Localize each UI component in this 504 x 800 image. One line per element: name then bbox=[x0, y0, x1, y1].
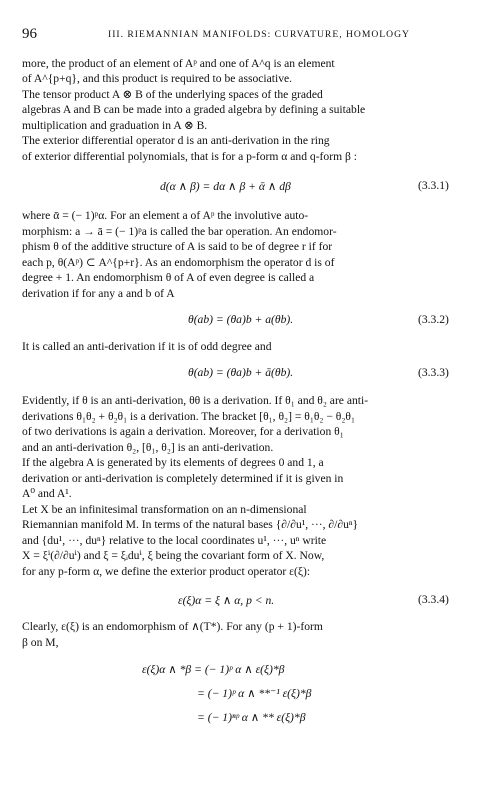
text-line: and an anti-derivation θ₂, [θ₁, θ₂] is an anti-derivation. bbox=[22, 441, 274, 454]
text-line: of A^{p+q}, and this product is required to be associative. bbox=[22, 72, 293, 85]
text-line: Evidently, if θ is an anti-derivation, θθ is a derivation. If θ₁ and θ₂ are anti- bbox=[22, 394, 369, 407]
derivation-line-2: = (− 1)ᵖ α ∧ **⁻¹ ε(ξ)*β bbox=[197, 687, 312, 700]
text-line: The exterior differential operator d is an anti-derivation in the ring bbox=[22, 134, 330, 147]
text-line: of two derivations is again a derivation. Moreover, for a derivation θ₁ bbox=[22, 425, 344, 438]
text-line: β on M, bbox=[22, 636, 59, 649]
text-line: where ᾱ = (− 1)ᵖα. For an element a of Aᵖ the involutive auto- bbox=[22, 209, 309, 222]
text-line: degree + 1. An endomorphism θ of A of even degree is called a bbox=[22, 271, 315, 284]
text-line: for any p-form α, we define the exterior product operator ε(ξ): bbox=[22, 565, 311, 578]
equation-number: (3.3.1) bbox=[418, 179, 449, 192]
equation-3-3-1: d(α ∧ β) = dα ∧ β + ᾱ ∧ dβ bbox=[160, 180, 291, 193]
text-line: Riemannian manifold M. In terms of the natural bases {∂/∂u¹, ···, ∂/∂uⁿ} bbox=[22, 518, 359, 531]
text-line: algebras A and B can be made into a graded algebra by defining a suitable bbox=[22, 103, 366, 116]
text-line: If the algebra A is generated by its elements of degrees 0 and 1, a bbox=[22, 456, 324, 469]
text-line: derivation or anti-derivation is completely determined if it is given in bbox=[22, 472, 344, 485]
text-line: phism θ of the additive structure of A is said to be of degree r if for bbox=[22, 240, 333, 253]
text-line: derivations θ₁θ₂ + θ₂θ₁ is a derivation. The bracket [θ₁, θ₂] = θ₁θ₂ − θ₂θ₁ bbox=[22, 410, 355, 423]
page-number: 96 bbox=[22, 26, 37, 42]
text-line: X = ξⁱ(∂/∂uⁱ) and ξ = ξᵢduⁱ, ξ being the covariant form of X. Now, bbox=[22, 549, 325, 562]
text-line: Let X be an infinitesimal transformation on an n-dimensional bbox=[22, 503, 307, 516]
equation-3-3-4: ε(ξ)α = ξ ∧ α, p < n. bbox=[178, 594, 275, 607]
equation-number: (3.3.4) bbox=[418, 593, 449, 606]
text-line: It is called an anti-derivation if it is of odd degree and bbox=[22, 340, 272, 353]
derivation-line-3: = (− 1)ⁿᵖ α ∧ ** ε(ξ)*β bbox=[197, 711, 306, 724]
text-line: Clearly, ε(ξ) is an endomorphism of ∧(T*). For any (p + 1)-form bbox=[22, 620, 323, 633]
text-line: of exterior differential polynomials, that is for a p-form α and q-form β : bbox=[22, 150, 358, 163]
text-line: The tensor product A ⊗ B of the underlying spaces of the graded bbox=[22, 88, 323, 101]
text-line: multiplication and graduation in A ⊗ B. bbox=[22, 119, 208, 132]
text-line: A⁰ and A¹. bbox=[22, 487, 72, 500]
text-line: morphism: a → ā = (− 1)ᵖa is called the bar operation. An endomor- bbox=[22, 225, 337, 238]
equation-number: (3.3.2) bbox=[418, 313, 449, 326]
text-line: more, the product of an element of Aᵖ and one of A^q is an element bbox=[22, 57, 335, 70]
running-title: III. RIEMANNIAN MANIFOLDS: CURVATURE, HOMOLOGY bbox=[108, 29, 410, 40]
equation-3-3-2: θ(ab) = (θa)b + a(θb). bbox=[188, 313, 294, 326]
text-line: and {du¹, ···, duⁿ} relative to the local coordinates u¹, ···, uⁿ write bbox=[22, 534, 327, 547]
equation-3-3-3: θ(ab) = (θa)b + ā(θb). bbox=[188, 366, 294, 379]
text-line: derivation if for any a and b of A bbox=[22, 287, 175, 300]
derivation-line-1: ε(ξ)α ∧ *β = (− 1)ᵖ α ∧ ε(ξ)*β bbox=[142, 663, 285, 676]
text-line: each p, θ(Aᵖ) ⊂ A^{p+r}. As an endomorphism the operator d is of bbox=[22, 256, 335, 269]
equation-number: (3.3.3) bbox=[418, 366, 449, 379]
